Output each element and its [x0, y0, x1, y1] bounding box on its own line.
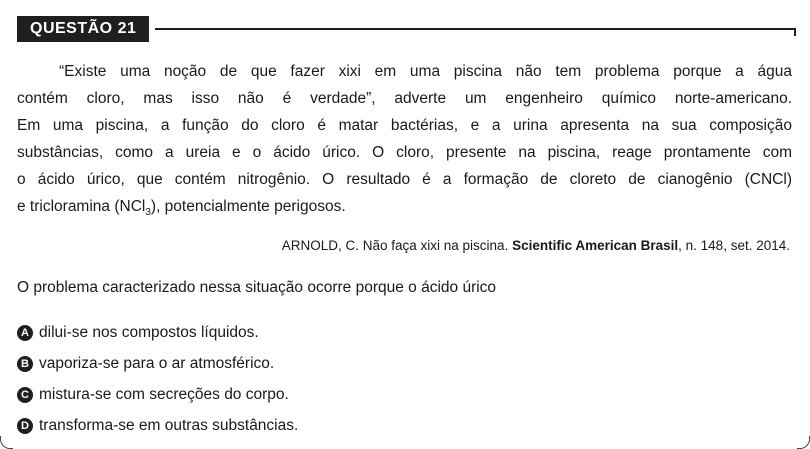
option-text: dilui-se nos compostos líquidos.	[39, 323, 259, 341]
option-text: transforma-se em outras substâncias.	[39, 416, 299, 434]
passage-line: substâncias, como a ureia e o ácido úrico. O cloro, presente na piscina, reage prontamente com	[17, 144, 792, 161]
passage-line: Em uma piscina, a função do cloro é matar bactérias, e a urina apresenta na sua composição	[17, 117, 792, 134]
option-letter-badge: D	[17, 418, 33, 434]
header-rule	[155, 28, 796, 30]
option-text: vaporiza-se para o ar atmosférico.	[39, 354, 275, 372]
option-a[interactable]	[17, 317, 298, 348]
option-d[interactable]	[17, 410, 298, 441]
question-stem: O problema caracterizado nessa situação ocorre porque o ácido úrico	[17, 279, 497, 296]
option-text: mistura-se com secreções do corpo.	[39, 385, 289, 403]
citation: ARNOLD, C. Não faça xixi na piscina. Scientific American Brasil, n. 148, set. 2014.	[281, 238, 790, 253]
option-letter-badge: A	[17, 325, 33, 341]
frame-corner-right	[797, 436, 810, 449]
header-rule-tick	[794, 28, 796, 36]
option-b[interactable]	[17, 348, 298, 379]
passage-line: contém cloro, mas isso não é verdade”, adverte um engenheiro químico norte-americano.	[17, 90, 792, 107]
answer-options	[17, 317, 298, 441]
option-letter-badge: B	[17, 356, 33, 372]
passage-line: “Existe uma noção de que fazer xixi em uma piscina não tem problema porque a água	[59, 63, 792, 80]
question-header	[17, 16, 796, 42]
passage-line: e tricloramina (NCl$_3$), potencialmente perigosos.	[17, 198, 346, 219]
question-label: QUESTÃO 21	[17, 16, 149, 42]
option-c[interactable]	[17, 379, 298, 410]
passage-line: o ácido úrico, que contém nitrogênio. O resultado é a formação de cloreto de cianogênio (CNCl)	[17, 171, 792, 188]
citation-source: Scientific American Brasil	[512, 238, 679, 253]
subscript: 3	[145, 207, 151, 219]
option-letter-badge: C	[17, 387, 33, 403]
passage	[17, 58, 792, 220]
frame-corner-left	[0, 436, 13, 449]
